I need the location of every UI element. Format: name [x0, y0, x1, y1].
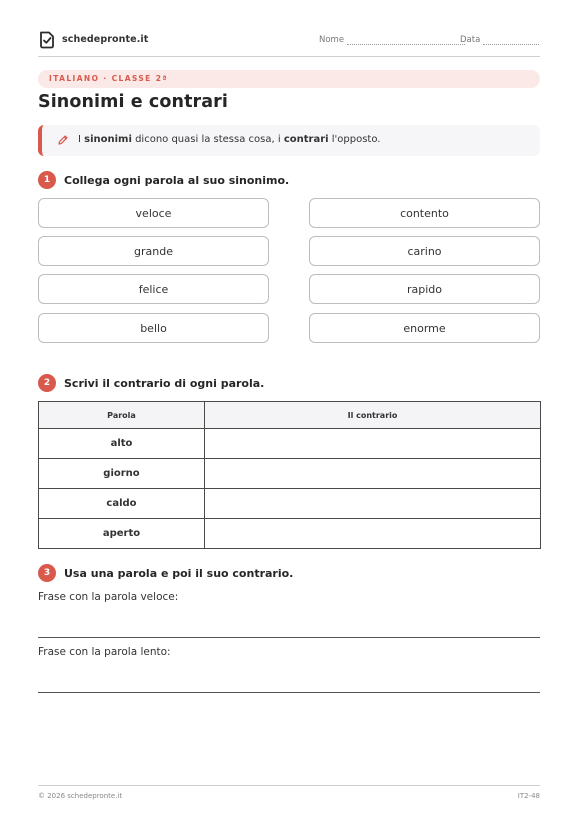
exercise-number: 2 — [38, 374, 56, 392]
word-box-right[interactable]: rapido — [309, 274, 540, 304]
info-box — [38, 125, 540, 156]
term-contrari: contrari — [283, 134, 329, 145]
sentence-prompt: Frase con la parola veloce: — [38, 591, 179, 603]
date-label: Data — [460, 35, 481, 45]
word-cell: aperto — [39, 519, 205, 549]
term-sinonimi: sinonimi — [84, 134, 132, 145]
column-header-contrario: Il contrario — [205, 402, 541, 429]
answer-cell[interactable] — [205, 519, 541, 549]
word-box-left[interactable]: grande — [38, 236, 269, 266]
exercise-instruction: Collega ogni parola al suo sinonimo. — [64, 173, 290, 187]
exercise-2-header — [38, 374, 264, 392]
table-row — [39, 429, 541, 459]
page-header — [38, 29, 540, 57]
word-box-left[interactable]: veloce — [38, 198, 269, 228]
table-row — [39, 459, 541, 489]
word-box-right[interactable]: carino — [309, 236, 540, 266]
info-text: I sinonimi dicono quasi la stessa cosa, i contrari l'opposto. — [78, 134, 381, 145]
exercise-instruction: Scrivi il contrario di ogni parola. — [64, 376, 265, 390]
subject-banner — [38, 70, 540, 88]
page-title: Sinonimi e contrari — [38, 92, 229, 112]
brand-logo — [38, 30, 148, 49]
table-row — [39, 519, 541, 549]
exercise-3-header — [38, 564, 293, 582]
writing-line[interactable] — [38, 692, 540, 693]
word-box-right[interactable]: contento — [309, 198, 540, 228]
pencil-icon — [57, 134, 69, 146]
checklist-icon — [38, 30, 56, 49]
name-field[interactable] — [319, 35, 465, 45]
column-header-parola: Parola — [39, 402, 205, 429]
answer-cell[interactable] — [205, 489, 541, 519]
writing-line[interactable] — [38, 637, 540, 638]
subject-label: ITALIANO · CLASSE 2ª — [49, 74, 168, 83]
table-row — [39, 489, 541, 519]
exercise-instruction: Usa una parola e poi il suo contrario. — [64, 566, 294, 580]
name-dotted-line — [347, 37, 465, 45]
answer-cell[interactable] — [205, 459, 541, 489]
opposites-table — [38, 401, 541, 549]
exercise-1-header — [38, 171, 289, 189]
word-box-left[interactable]: felice — [38, 274, 269, 304]
date-field[interactable] — [460, 35, 539, 45]
word-cell: caldo — [39, 489, 205, 519]
date-dotted-line — [483, 37, 539, 45]
page-footer — [38, 785, 540, 800]
word-box-left[interactable]: bello — [38, 313, 269, 343]
name-label: Nome — [319, 35, 345, 45]
word-cell: giorno — [39, 459, 205, 489]
sentence-prompt: Frase con la parola lento: — [38, 646, 171, 658]
answer-cell[interactable] — [205, 429, 541, 459]
word-cell: alto — [39, 429, 205, 459]
sheet-code: IT2-48 — [517, 792, 540, 800]
word-box-right[interactable]: enorme — [309, 313, 540, 343]
exercise-number: 3 — [38, 564, 56, 582]
brand-name: schedepronte.it — [62, 34, 149, 45]
table-header-row — [39, 402, 541, 429]
exercise-number: 1 — [38, 171, 56, 189]
copyright-text: © 2026 schedepronte.it — [38, 792, 123, 800]
